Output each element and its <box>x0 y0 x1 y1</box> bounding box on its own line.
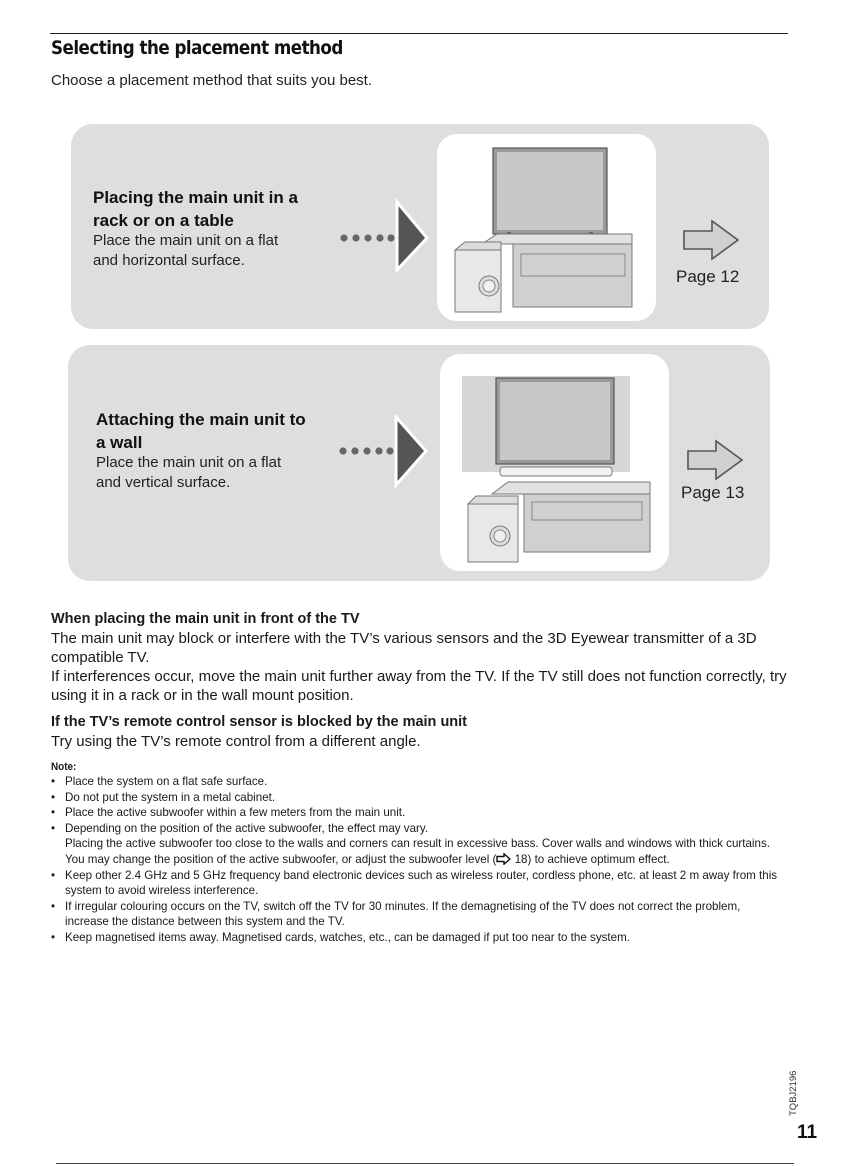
note-title: Note: <box>51 761 77 773</box>
section-heading: If the TV’s remote control sensor is blocked by the main unit <box>51 714 468 730</box>
option-rack-title: Placing the main unit in a rack or on a table <box>93 188 298 230</box>
tv-on-rack-icon <box>437 134 656 321</box>
option-wall-panel <box>68 345 770 581</box>
option-rack-description: Place the main unit on a flat and horizontal surface. <box>93 232 279 269</box>
option-wall-description: Place the main unit on a flat and vertical surface. <box>96 454 282 491</box>
wall-illustration <box>440 354 669 571</box>
note-item: • Place the active subwoofer within a few meters from the main unit. <box>51 805 781 821</box>
note-list <box>51 774 781 946</box>
note-subtext: You may change the position of the active subwoofer, or adjust the subwoofer level ( 18) to achieve optimum effect. <box>65 852 670 866</box>
page-arrow-icon <box>682 219 740 261</box>
note-item: • Keep magnetised items away. Magnetised cards, watches, etc., can be damaged if put too near to the system. <box>51 930 781 946</box>
section-paragraph: Try using the TV’s remote control from a different angle. <box>51 733 421 750</box>
bottom-rule <box>56 1163 794 1164</box>
section-remote-sensor <box>51 713 791 751</box>
note-item: • Place the system on a flat safe surface. <box>51 774 781 790</box>
note-item: • Keep other 2.4 GHz and 5 GHz frequency band electronic devices such as wireless router, cordless phone, etc. at least 2 m away from this system to avoid wireless interference. <box>51 868 781 899</box>
rack-illustration <box>437 134 656 321</box>
note-item: • Do not put the system in a metal cabinet. <box>51 790 781 806</box>
section-title: Selecting the placement method <box>51 37 343 59</box>
section-front-of-tv <box>51 610 791 705</box>
dotted-arrow-icon <box>338 415 430 489</box>
note-item: • Depending on the position of the active subwoofer, the effect may vary. Placing the active subwoofer too close to the walls and corners can result in excessive bass. Cover walls and windows with thick curtains. You may change the position of the active subwoofer, or adjust the subwoofer level ( 18) to achieve optimum effect. <box>51 821 781 868</box>
section-paragraph: The main unit may block or interfere with the TV’s various sensors and the 3D Eyewear transmitter of a 3D compatible TV. <box>51 630 757 666</box>
page-arrow-icon <box>686 439 744 481</box>
note-item: • If irregular colouring occurs on the TV, switch off the TV for 30 minutes. If the demagnetising of the TV does not correct the problem, increase the distance between this system and the TV. <box>51 899 781 930</box>
option-wall-title: Attaching the main unit to a wall <box>96 410 306 452</box>
dotted-arrow-icon <box>339 198 431 272</box>
note-subtext: Placing the active subwoofer too close to the walls and corners can result in excessive bass. Cover walls and windows with thick curtains. <box>65 837 770 851</box>
option-wall-page-ref[interactable]: Page 13 <box>681 483 745 502</box>
tv-on-wall-icon <box>440 354 669 571</box>
option-rack-page-ref[interactable]: Page 12 <box>676 267 740 286</box>
page-number: 11 <box>797 1122 818 1143</box>
top-rule <box>50 33 788 34</box>
option-rack-panel <box>71 124 769 329</box>
reference-arrow-icon <box>496 853 511 865</box>
document-code: TQBJ2196 <box>788 1070 799 1116</box>
intro-text: Choose a placement method that suits you best. <box>51 72 373 89</box>
section-heading: When placing the main unit in front of the TV <box>51 611 360 627</box>
section-paragraph: If interferences occur, move the main unit further away from the TV. If the TV still does not function correctly, try using it in a rack or in the wall mount position. <box>51 668 787 704</box>
